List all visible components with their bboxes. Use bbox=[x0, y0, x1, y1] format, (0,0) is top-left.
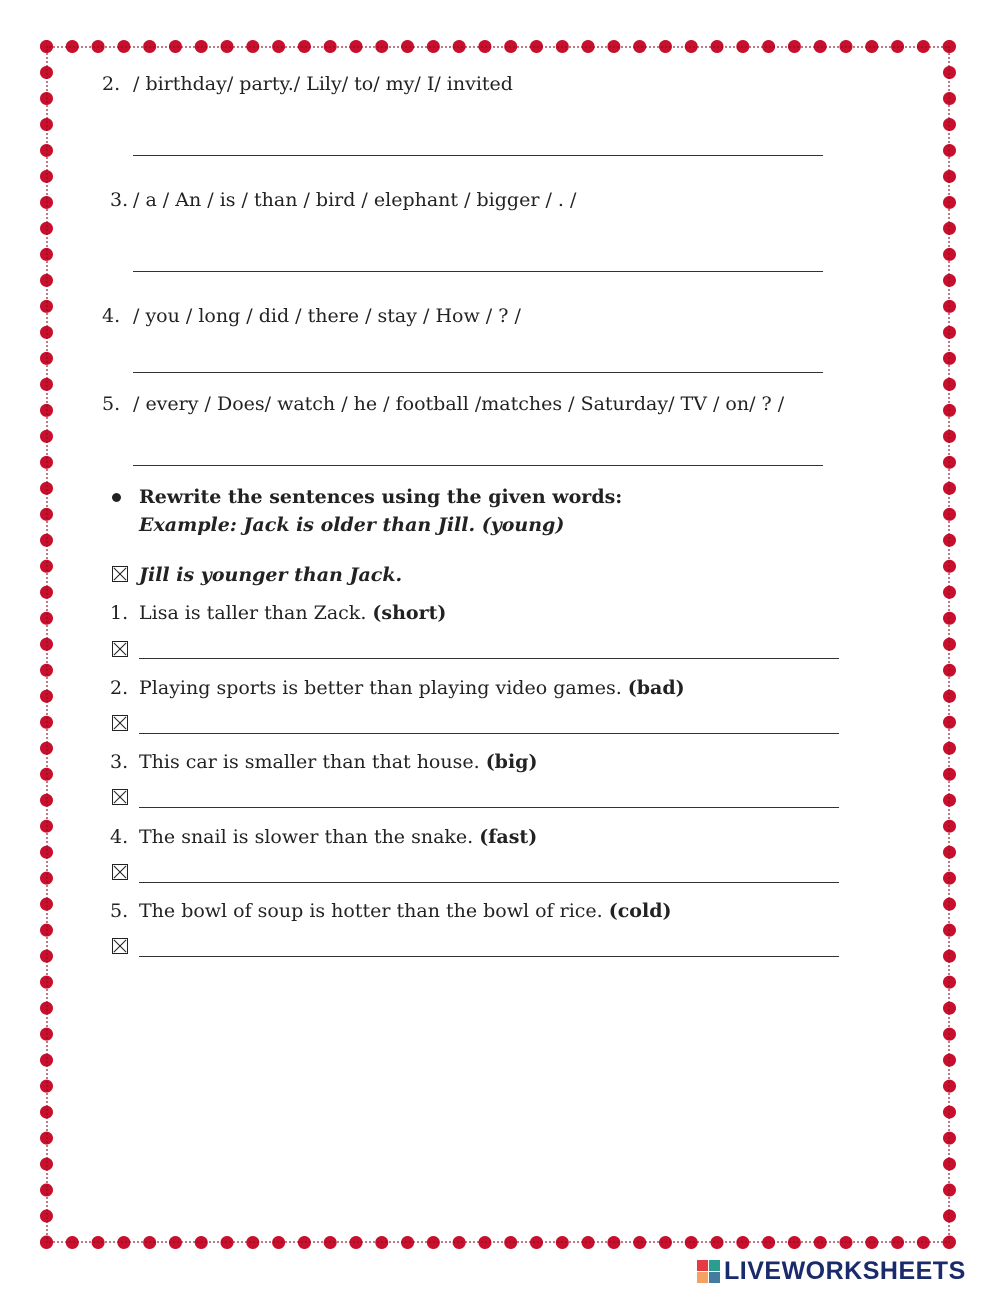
checkbox-icon bbox=[112, 566, 128, 582]
item-number: 3. bbox=[110, 189, 129, 211]
decorative-border-inner bbox=[46, 46, 950, 1243]
scrambled-sentence: / every / Does/ watch / he / football /matches / Saturday/ TV / on/ ? / bbox=[133, 393, 785, 415]
scrambled-sentence: / birthday/ party./ Lily/ to/ my/ I/ invited bbox=[133, 73, 513, 95]
scrambled-sentence: / a / An / is / than / bird / elephant / bigger / . / bbox=[133, 189, 577, 211]
item-number: 5. bbox=[102, 393, 121, 415]
item-number: 2. bbox=[110, 677, 129, 699]
logo-mark-icon bbox=[697, 1260, 720, 1283]
answer-line[interactable] bbox=[133, 372, 823, 373]
checkbox-icon bbox=[112, 938, 128, 954]
sentence: This car is smaller than that house. (big) bbox=[139, 751, 538, 773]
sentence: Playing sports is better than playing video games. (bad) bbox=[139, 677, 685, 699]
answer-line[interactable] bbox=[133, 155, 823, 156]
item-number: 5. bbox=[110, 900, 129, 922]
checkbox-icon bbox=[112, 864, 128, 880]
answer-line[interactable] bbox=[133, 271, 823, 272]
checkbox-icon bbox=[112, 715, 128, 731]
item-number: 4. bbox=[110, 826, 129, 848]
bullet bbox=[112, 493, 121, 502]
checkbox-icon bbox=[112, 789, 128, 805]
item-number: 4. bbox=[102, 305, 121, 327]
answer-line[interactable] bbox=[139, 658, 839, 659]
scrambled-sentence: / you / long / did / there / stay / How / ? / bbox=[133, 305, 521, 327]
sentence: The bowl of soup is hotter than the bowl of rice. (cold) bbox=[139, 900, 672, 922]
item-number: 1. bbox=[110, 602, 129, 624]
example-answer: Jill is younger than Jack. bbox=[139, 564, 403, 586]
instruction: Rewrite the sentences using the given words: bbox=[139, 486, 623, 508]
brand-name: LIVEWORKSHEETS bbox=[724, 1256, 966, 1285]
checkbox-icon bbox=[112, 641, 128, 657]
answer-line[interactable] bbox=[133, 465, 823, 466]
answer-line[interactable] bbox=[139, 956, 839, 957]
answer-line[interactable] bbox=[139, 882, 839, 883]
item-number: 2. bbox=[102, 73, 121, 95]
answer-line[interactable] bbox=[139, 733, 839, 734]
item-number: 3. bbox=[110, 751, 129, 773]
example: Example: Jack is older than Jill. (young) bbox=[139, 514, 565, 536]
liveworksheets-logo bbox=[697, 1256, 966, 1286]
sentence: The snail is slower than the snake. (fast) bbox=[139, 826, 538, 848]
sentence: Lisa is taller than Zack. (short) bbox=[139, 602, 447, 624]
answer-line[interactable] bbox=[139, 807, 839, 808]
